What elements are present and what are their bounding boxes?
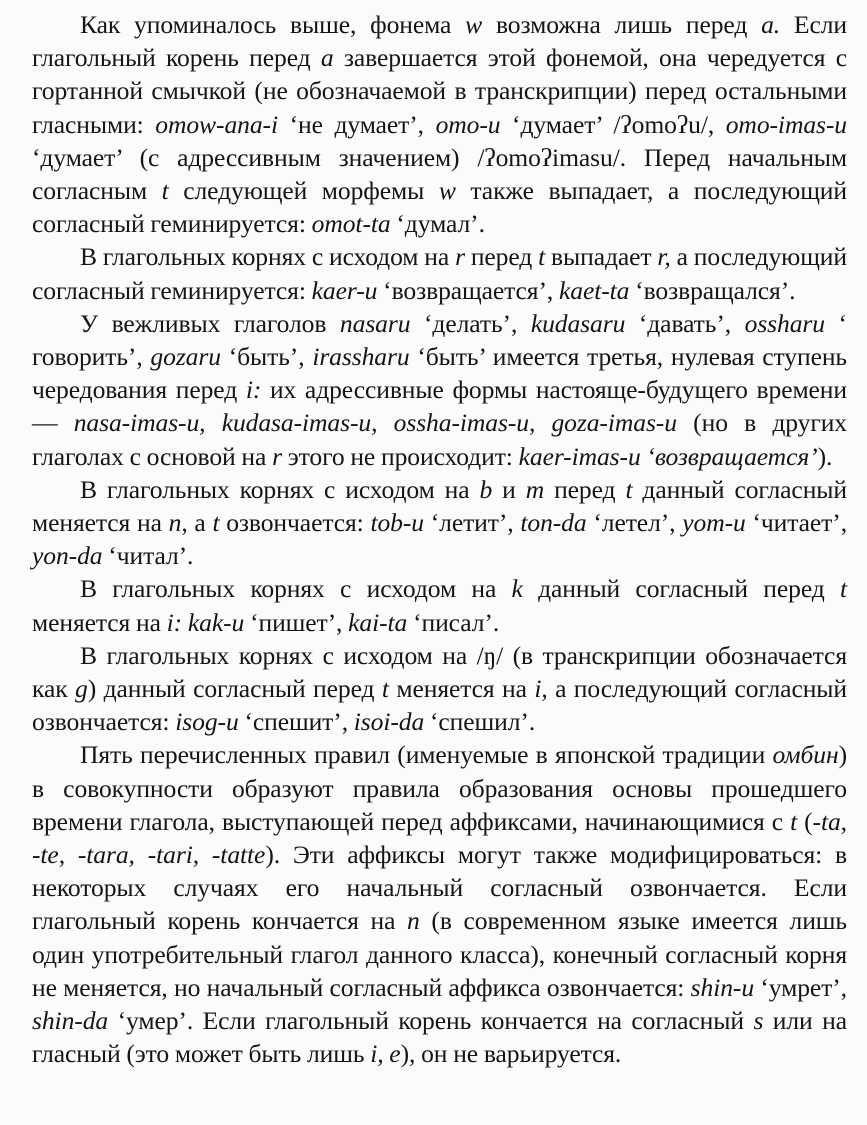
italic-text: ossharu xyxy=(744,308,825,338)
italic-text: nasa-imas-u, kudasa-imas-u, ossha-imas-u, goza-imas-u xyxy=(73,408,677,438)
text-segment: меняется на xyxy=(388,674,535,704)
italic-text: g xyxy=(75,674,88,704)
text-body xyxy=(32,8,847,1071)
italic-text: m xyxy=(525,474,545,504)
paragraph-2 xyxy=(32,240,847,306)
italic-text: t xyxy=(790,806,798,836)
italic-text: r, xyxy=(657,242,671,272)
text-segment: ). xyxy=(817,441,833,471)
text-segment: данный согласный меняется на xyxy=(32,474,847,538)
text-segment: Как упоминалось выше, фонема xyxy=(80,10,466,39)
italic-text: k xyxy=(511,574,523,604)
italic-text: n, xyxy=(168,508,188,538)
italic-text: t xyxy=(538,242,546,272)
text-segment: В глагольных корнях с исходом на /ŋ/ (в транскрипции обозначается как xyxy=(32,640,847,704)
paragraph-6 xyxy=(32,639,847,739)
italic-text: nasaru xyxy=(339,308,411,338)
italic-text: ton-da xyxy=(520,508,587,538)
text-segment: ‘спешил’. xyxy=(424,707,536,737)
italic-text: омбин xyxy=(772,740,839,770)
text-segment: (в современном языке имеется лишь один употребительный глагол данного класса), конечный согласный корня не меняется, но начальный согласный аффикса озвончается: xyxy=(32,906,847,1002)
italic-text: r xyxy=(455,242,465,272)
italic-text: r xyxy=(272,441,282,471)
text-segment: ‘возвращался’. xyxy=(629,275,796,305)
text-segment: В глагольных корнях с исходом на xyxy=(80,574,512,604)
italic-text: shin-u xyxy=(690,972,755,1002)
paragraph-4 xyxy=(32,473,847,573)
italic-text: kaer-imas-u ‘возвращается’ xyxy=(518,441,818,471)
text-segment: а последующий согласный геминируется: xyxy=(32,242,847,305)
italic-text: s xyxy=(753,1006,764,1036)
text-segment: Если глагольный корень перед xyxy=(32,10,847,73)
italic-text: i: xyxy=(245,375,262,405)
paragraph-5 xyxy=(32,572,847,638)
italic-text: tob-u xyxy=(370,508,424,538)
italic-text: -ta, -te, -tara, -tari, -tatte xyxy=(32,806,847,870)
text-segment: этого не происходит: xyxy=(281,441,519,471)
italic-text: omow-ana-i xyxy=(155,109,278,139)
text-segment: ‘возвращается’, xyxy=(377,275,559,305)
text-segment: завершается этой фонемой, она чередуется с гортанной смычкой (не обозначаемой в транскрипции) перед остальными гласными: xyxy=(32,43,847,139)
italic-text: а. xyxy=(761,10,781,39)
text-segment: ‘быть’, xyxy=(220,342,313,372)
italic-text: t xyxy=(381,674,389,704)
paragraph-1 xyxy=(32,8,847,240)
text-segment: ‘думает’ (с адрессивным значением) /ʔomoʔimasu/. Перед начальным согласным xyxy=(32,142,847,206)
text-segment: В глагольных корнях с исходом на xyxy=(80,242,456,272)
text-segment: ‘не думает’, xyxy=(277,109,436,139)
italic-text: t xyxy=(625,474,633,504)
text-segment: У вежливых глаголов xyxy=(80,308,340,338)
italic-text: omo-u xyxy=(435,109,501,139)
italic-text: yon-da xyxy=(32,541,103,571)
text-segment: ‘быть’ имеется третья, нулевая ступень чередования перед xyxy=(32,342,847,405)
text-segment: ‘ говорить’, xyxy=(32,308,847,372)
text-segment: ‘писал’. xyxy=(407,607,500,637)
italic-text: isog-u xyxy=(175,707,239,737)
text-segment: ‘спешит’, xyxy=(238,707,354,737)
italic-text: w xyxy=(438,176,456,206)
text-segment: данный согласный перед xyxy=(522,574,840,604)
italic-text: isoi-da xyxy=(353,707,425,737)
italic-text: kai-ta xyxy=(348,607,408,637)
text-segment: следующей морфемы xyxy=(168,176,439,206)
text-segment: ‘умрет’, xyxy=(754,972,847,1002)
italic-text: omot-ta xyxy=(311,209,391,239)
italic-text: kaet-ta xyxy=(559,275,630,305)
text-segment: (но в других глаголах с основой на xyxy=(32,408,848,471)
paragraph-3 xyxy=(32,307,847,473)
italic-text: а xyxy=(320,43,334,73)
text-segment: ‘думал’. xyxy=(390,209,485,239)
text-segment: ‘думает’ /ʔomoʔu/, xyxy=(500,109,726,139)
text-segment: а последующий согласный озвончается: xyxy=(32,674,847,737)
text-segment: их адрессивные формы настояще-будущего времени — xyxy=(32,375,848,438)
italic-text: yom-u xyxy=(682,508,746,538)
italic-text: i, e xyxy=(370,1039,401,1069)
text-segment: перед xyxy=(464,242,539,272)
text-segment: ‘читал’. xyxy=(102,541,194,571)
italic-text: b xyxy=(479,474,493,504)
text-segment: ‘умер’. Если глагольный корень кончается на согласный xyxy=(108,1006,754,1036)
italic-text: kaer-u xyxy=(311,275,378,305)
italic-text: omo-imas-u xyxy=(725,109,848,139)
text-segment: ). Эти аффиксы могут также модифицироваться: в некоторых случаях его начальный согласный озвончается. Если глагольный корень кончается на xyxy=(32,840,847,936)
text-segment: меняется на xyxy=(32,607,167,637)
italic-text: w xyxy=(465,10,483,39)
paragraph-7 xyxy=(32,738,847,1070)
text-segment: ‘летит’, xyxy=(423,508,521,538)
text-segment: озвончается: xyxy=(219,508,371,538)
italic-text: i: xyxy=(166,607,183,637)
text-segment: выпадает xyxy=(545,242,658,272)
text-segment: ‘читает’, xyxy=(745,508,847,538)
italic-text: gozaru xyxy=(150,342,221,372)
text-segment: ), он не варьируется. xyxy=(400,1039,622,1069)
text-segment: ) в совокупности образуют правила образования основы прошедшего времени глагола, выступающей перед аффиксами, начинающимися с xyxy=(32,740,847,836)
text-segment: возможна лишь перед xyxy=(482,10,762,39)
italic-text: kudasaru xyxy=(530,308,626,338)
text-segment: или на гласный (это может быть лишь xyxy=(32,1006,847,1069)
italic-text: irassharu xyxy=(312,342,410,372)
italic-text: n xyxy=(407,906,420,936)
text-segment: ) данный согласный перед xyxy=(87,674,382,704)
text-segment: ‘давать’, xyxy=(625,308,745,338)
text-segment: ‘делать’, xyxy=(410,308,531,338)
text-segment: ( xyxy=(797,806,813,836)
italic-text: shin-da xyxy=(32,1006,109,1036)
italic-text: i, xyxy=(534,674,548,704)
text-segment: а xyxy=(187,508,213,538)
text-segment: и xyxy=(492,474,526,504)
text-segment: В глагольных корнях с исходом на xyxy=(80,474,480,504)
italic-text: t xyxy=(839,574,847,604)
text-segment: ‘летел’, xyxy=(586,508,683,538)
text-segment: также выпадает, а последующий согласный геминируется: xyxy=(32,176,848,239)
italic-text: kak-u xyxy=(187,607,245,637)
italic-text: t xyxy=(161,176,169,206)
text-segment: ‘пишет’, xyxy=(244,607,349,637)
italic-text: t xyxy=(212,508,220,538)
text-segment: Пять перечисленных правил (именуемые в японской традиции xyxy=(80,740,773,770)
text-segment: перед xyxy=(544,474,626,504)
